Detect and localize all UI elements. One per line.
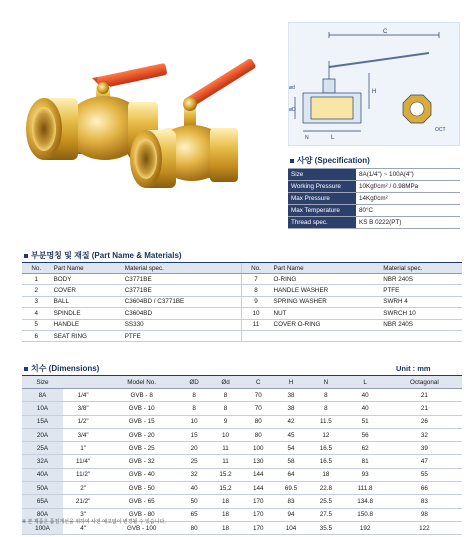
dims-cell: 21 xyxy=(387,389,462,402)
parts-cell: C3771BE xyxy=(122,274,241,285)
parts-cell: SPINDLE xyxy=(51,308,122,319)
dims-cell: 15.2 xyxy=(208,468,243,481)
spec-heading xyxy=(290,155,370,166)
dims-cell: 62 xyxy=(343,442,386,455)
drawing-label-d-inner: ød xyxy=(289,85,295,91)
dims-cell: 8 xyxy=(308,402,343,415)
dims-cell: 1/4" xyxy=(63,389,103,402)
dims-cell: 4" xyxy=(63,521,103,534)
spec-label: Max Temperature xyxy=(288,205,356,217)
dims-header-cell: C xyxy=(243,376,274,389)
dims-cell: 25 xyxy=(180,455,208,468)
parts-header-cell: Material spec. xyxy=(122,263,241,274)
footnote: ※ 본 제품은 품질개선을 위하여 사전 예고없이 변경될 수 있습니다. xyxy=(22,519,166,525)
parts-cell: 6 xyxy=(22,330,51,341)
dims-cell: 40A xyxy=(22,468,63,481)
dims-cell: 83 xyxy=(274,495,309,508)
dims-cell: 100A xyxy=(22,521,63,534)
parts-cell xyxy=(241,330,270,341)
dims-cell: 81 xyxy=(343,455,386,468)
unit-label: Unit : mm xyxy=(396,364,431,373)
dims-cell: 16.5 xyxy=(308,455,343,468)
dims-cell: 66 xyxy=(387,482,462,495)
spec-row xyxy=(288,217,460,229)
spec-label: Max Pressure xyxy=(288,193,356,205)
parts-cell: 4 xyxy=(22,308,51,319)
bullet-square-icon xyxy=(24,254,28,258)
dims-cell: 170 xyxy=(243,521,274,534)
dims-cell: 11 xyxy=(208,442,243,455)
table-row xyxy=(22,285,462,296)
parts-cell: O-RING xyxy=(271,274,381,285)
dims-header-cell: Model No. xyxy=(103,376,180,389)
dims-cell: 80 xyxy=(180,521,208,534)
dims-heading xyxy=(24,363,99,374)
spec-value: KS B 0222(PT) xyxy=(356,217,460,229)
dims-cell: 21 xyxy=(387,402,462,415)
parts-header-cell: Part Name xyxy=(271,263,381,274)
table-row xyxy=(22,308,462,319)
parts-cell: SWRCH 10 xyxy=(380,308,462,319)
dims-header-cell: N xyxy=(308,376,343,389)
dims-cell: 20A xyxy=(22,428,63,441)
dims-cell: 111.8 xyxy=(343,482,386,495)
dims-header-cell: Octagonal xyxy=(387,376,462,389)
parts-header-cell: Part Name xyxy=(51,263,122,274)
dims-cell: 3" xyxy=(63,508,103,521)
dims-cell: 70 xyxy=(243,402,274,415)
dims-cell: 10 xyxy=(180,415,208,428)
dims-cell: 144 xyxy=(243,468,274,481)
parts-cell: BALL xyxy=(51,296,122,307)
parts-cell: C3604BD / C3771BE xyxy=(122,296,241,307)
spec-value: 14Kgf/cm² xyxy=(356,193,460,205)
dims-cell: 64 xyxy=(274,468,309,481)
product-photo xyxy=(0,0,280,250)
spec-table xyxy=(288,168,460,229)
parts-cell: PTFE xyxy=(380,285,462,296)
dims-cell: GVB - 15 xyxy=(103,415,180,428)
dims-cell: 54 xyxy=(274,442,309,455)
dims-cell: 51 xyxy=(343,415,386,428)
parts-cell: COVER xyxy=(51,285,122,296)
table-row xyxy=(22,442,462,455)
dims-header-cell: L xyxy=(343,376,386,389)
table-row xyxy=(22,482,462,495)
dims-cell: 15 xyxy=(180,428,208,441)
dims-cell: 94 xyxy=(274,508,309,521)
dims-header-cell xyxy=(63,376,103,389)
parts-cell: 5 xyxy=(22,319,51,330)
dims-cell: 32 xyxy=(387,428,462,441)
dims-cell: 18 xyxy=(208,495,243,508)
dims-cell: 18 xyxy=(208,508,243,521)
dims-cell: 55 xyxy=(387,468,462,481)
parts-cell: 2 xyxy=(22,285,51,296)
dims-cell: 32A xyxy=(22,455,63,468)
dims-cell: GVB - 100 xyxy=(103,521,180,534)
parts-header-cell: Material spec. xyxy=(380,263,462,274)
parts-header-cell: No. xyxy=(241,263,270,274)
dims-title: 치수 (Dimensions) xyxy=(31,364,100,373)
dims-cell: 10 xyxy=(208,428,243,441)
parts-cell: 9 xyxy=(241,296,270,307)
dims-cell: 2" xyxy=(63,482,103,495)
dims-cell: 18 xyxy=(208,521,243,534)
dims-header-cell: Ød xyxy=(208,376,243,389)
dims-cell: 65A xyxy=(22,495,63,508)
dimensions-table xyxy=(22,375,462,535)
dims-cell: 192 xyxy=(343,521,386,534)
dims-cell: 83 xyxy=(387,495,462,508)
dims-cell: 12 xyxy=(308,428,343,441)
spec-value: 8A(1/4") ~ 100A(4") xyxy=(356,169,460,181)
dims-cell: 98 xyxy=(387,508,462,521)
spec-row xyxy=(288,181,460,193)
parts-cell: SPRING WASHER xyxy=(271,296,381,307)
dims-cell: 38 xyxy=(274,402,309,415)
table-row xyxy=(22,274,462,285)
dims-cell: 8 xyxy=(180,389,208,402)
dims-cell: 18 xyxy=(308,468,343,481)
dims-cell: 47 xyxy=(387,455,462,468)
spec-value: 10Kgf/cm² / 0.98MPa xyxy=(356,181,460,193)
dims-cell: 93 xyxy=(343,468,386,481)
spec-label: Thread spec. xyxy=(288,217,356,229)
dims-cell: GVB - 20 xyxy=(103,428,180,441)
dims-cell: GVB - 80 xyxy=(103,508,180,521)
parts-cell: PTFE xyxy=(122,330,241,341)
spec-row xyxy=(288,205,460,217)
dims-cell: 8 xyxy=(180,402,208,415)
parts-cell: BODY xyxy=(51,274,122,285)
parts-cell: SS330 xyxy=(122,319,241,330)
parts-cell xyxy=(380,330,462,341)
dims-cell: 144 xyxy=(243,482,274,495)
dims-cell: 58 xyxy=(274,455,309,468)
table-row xyxy=(22,330,462,341)
drawing-label-n: N xyxy=(305,135,309,141)
bullet-square-icon xyxy=(24,367,28,371)
parts-cell: 7 xyxy=(241,274,270,285)
dims-cell: 70 xyxy=(243,389,274,402)
parts-cell: 8 xyxy=(241,285,270,296)
dims-cell: 170 xyxy=(243,508,274,521)
dims-cell: 3/4" xyxy=(63,428,103,441)
dims-cell: 40 xyxy=(343,389,386,402)
dims-cell: 1/2" xyxy=(63,415,103,428)
dims-cell: 80 xyxy=(243,415,274,428)
dims-cell: 134.8 xyxy=(343,495,386,508)
table-row xyxy=(22,389,462,402)
drawing-label-l: L xyxy=(331,135,335,141)
dims-cell: 40 xyxy=(180,482,208,495)
parts-header-cell: No. xyxy=(22,263,51,274)
table-row xyxy=(22,402,462,415)
dims-cell: 35.5 xyxy=(308,521,343,534)
spec-title: 사양 (Specification) xyxy=(297,156,370,165)
dims-cell: 38 xyxy=(274,389,309,402)
dims-cell: 25.5 xyxy=(308,495,343,508)
dims-cell: 8 xyxy=(208,402,243,415)
technical-drawing xyxy=(288,22,460,146)
dims-cell: 80A xyxy=(22,508,63,521)
table-row xyxy=(22,468,462,481)
dims-cell: 1" xyxy=(63,442,103,455)
parts-cell: C3771BE xyxy=(122,285,241,296)
dims-header-cell: Size xyxy=(22,376,63,389)
dims-cell: 11 xyxy=(208,455,243,468)
dims-cell: 11/2" xyxy=(63,468,103,481)
table-row xyxy=(22,428,462,441)
dims-cell: 150.8 xyxy=(343,508,386,521)
parts-title: 부분명칭 및 재질 (Part Name & Materials) xyxy=(31,251,182,260)
table-row xyxy=(22,495,462,508)
parts-cell: COVER O-RING xyxy=(271,319,381,330)
parts-cell: SEAT RING xyxy=(51,330,122,341)
drawing-label-c: C xyxy=(383,29,388,35)
parts-cell xyxy=(271,330,381,341)
parts-cell: HANDLE WASHER xyxy=(271,285,381,296)
dims-cell: 50 xyxy=(180,495,208,508)
dims-cell: 39 xyxy=(387,442,462,455)
spec-row xyxy=(288,169,460,181)
table-row xyxy=(22,296,462,307)
parts-table xyxy=(22,262,462,342)
parts-cell: C3604BD xyxy=(122,308,241,319)
dims-cell: 8 xyxy=(308,389,343,402)
bullet-square-icon xyxy=(290,159,294,163)
spec-label: Working Pressure xyxy=(288,181,356,193)
parts-cell: SWRH 4 xyxy=(380,296,462,307)
dims-cell: 9 xyxy=(208,415,243,428)
drawing-label-d-outer: øD xyxy=(289,107,296,113)
dims-cell: 3/8" xyxy=(63,402,103,415)
dims-cell: 32 xyxy=(180,468,208,481)
dims-cell: 8 xyxy=(208,389,243,402)
spec-label: Size xyxy=(288,169,356,181)
dims-header-cell: H xyxy=(274,376,309,389)
parts-cell: NBR 240S xyxy=(380,274,462,285)
dims-cell: 26 xyxy=(387,415,462,428)
parts-cell: NUT xyxy=(271,308,381,319)
dims-cell: 16.5 xyxy=(308,442,343,455)
spec-row xyxy=(288,193,460,205)
dims-cell: 50A xyxy=(22,482,63,495)
spec-value: 80°C xyxy=(356,205,460,217)
dims-cell: 22.8 xyxy=(308,482,343,495)
table-row xyxy=(22,415,462,428)
parts-cell: 3 xyxy=(22,296,51,307)
dims-cell: 8A xyxy=(22,389,63,402)
dims-cell: GVB - 50 xyxy=(103,482,180,495)
dims-cell: 80 xyxy=(243,428,274,441)
dims-cell: 56 xyxy=(343,428,386,441)
dims-cell: 40 xyxy=(343,402,386,415)
dims-cell: 170 xyxy=(243,495,274,508)
dims-cell: GVB - 8 xyxy=(103,389,180,402)
dims-cell: 15.2 xyxy=(208,482,243,495)
parts-cell: 11 xyxy=(241,319,270,330)
parts-cell: 10 xyxy=(241,308,270,319)
parts-heading xyxy=(24,250,182,261)
table-row xyxy=(22,319,462,330)
dims-cell: 11/4" xyxy=(63,455,103,468)
dims-cell: 130 xyxy=(243,455,274,468)
drawing-label-h: H xyxy=(372,89,377,95)
table-row xyxy=(22,455,462,468)
dims-cell: 104 xyxy=(274,521,309,534)
dims-cell: 65 xyxy=(180,508,208,521)
dims-cell: 11.5 xyxy=(308,415,343,428)
dims-cell: 69.5 xyxy=(274,482,309,495)
dims-header-cell: ØD xyxy=(180,376,208,389)
dims-cell: 45 xyxy=(274,428,309,441)
parts-cell: NBR 240S xyxy=(380,319,462,330)
dims-cell: GVB - 40 xyxy=(103,468,180,481)
dims-cell: GVB - 65 xyxy=(103,495,180,508)
dims-cell: 10A xyxy=(22,402,63,415)
dims-cell: 21/2" xyxy=(63,495,103,508)
parts-cell: HANDLE xyxy=(51,319,122,330)
dims-cell: GVB - 32 xyxy=(103,455,180,468)
dims-cell: 100 xyxy=(243,442,274,455)
dims-cell: 20 xyxy=(180,442,208,455)
dims-cell: 15A xyxy=(22,415,63,428)
dims-cell: 42 xyxy=(274,415,309,428)
dims-cell: 27.5 xyxy=(308,508,343,521)
dims-cell: GVB - 10 xyxy=(103,402,180,415)
parts-cell: 1 xyxy=(22,274,51,285)
drawing-label-oct: OCT xyxy=(435,127,446,133)
dims-cell: 122 xyxy=(387,521,462,534)
dims-cell: 25A xyxy=(22,442,63,455)
dims-cell: GVB - 25 xyxy=(103,442,180,455)
